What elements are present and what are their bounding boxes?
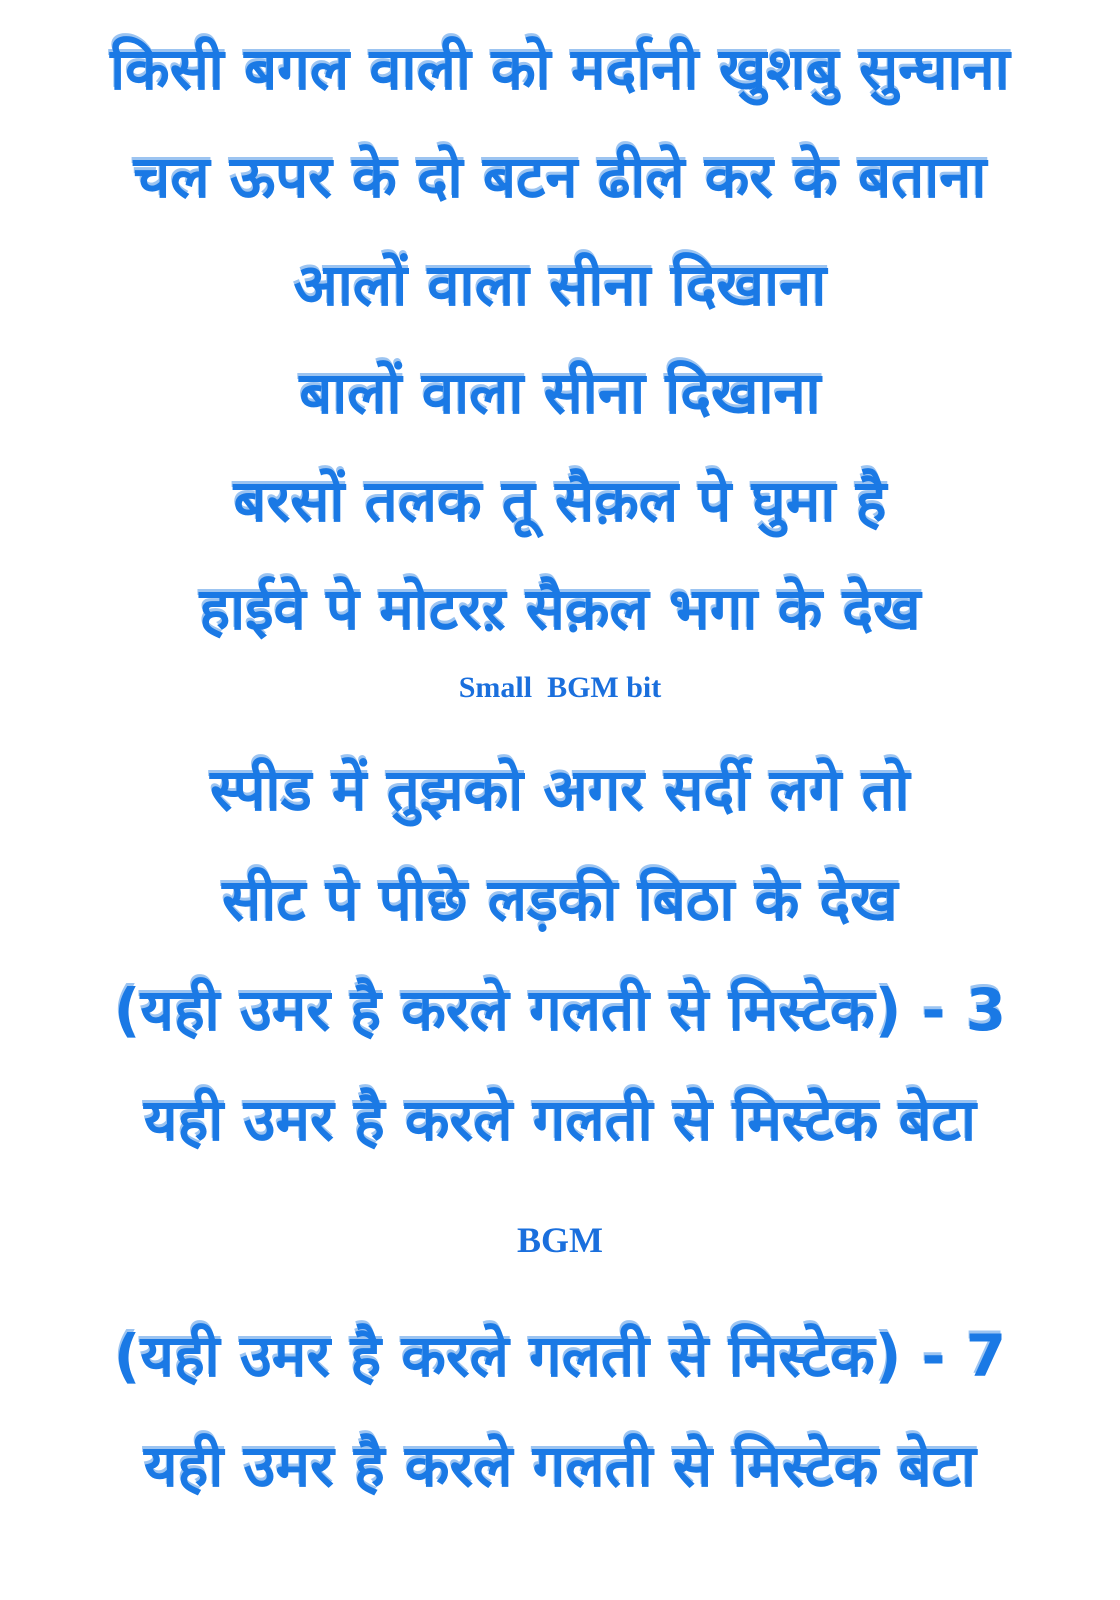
lyric-line-3: आलों वाला सीना दिखाना bbox=[293, 250, 827, 319]
lyric-line-4: बालों वाला सीना दिखाना bbox=[299, 358, 821, 427]
lyric-line-12: यही उमर है करले गलती से मिस्टेक बेटा bbox=[143, 1431, 977, 1500]
section-label-bgm: BGM bbox=[517, 1220, 603, 1260]
lyric-line-11: (यही उमर है करले गलती से मिस्टेक) - 7 bbox=[113, 1321, 1007, 1390]
section-label-small-bgm: Small BGM bit bbox=[458, 671, 662, 704]
lyric-line-9: (यही उमर है करले गलती से मिस्टेक) - 3 bbox=[113, 975, 1007, 1044]
lyric-line-5: बरसों तलक तू सैक़ल पे घुमा है bbox=[233, 466, 887, 535]
lyric-line-7: स्पीड में तुझको अगर सर्दी लगे तो bbox=[210, 755, 910, 824]
lyric-line-6: हाईवे पे मोटरऱ सैक़ल भगा के देख bbox=[199, 574, 921, 643]
lyric-line-10: यही उमर है करले गलती से मिस्टेक बेटा bbox=[143, 1085, 977, 1154]
lyric-line-1: किसी बगल वाली को मर्दानी खुशबु सुन्घाना bbox=[110, 34, 1010, 103]
lyric-line-2: चल ऊपर के दो बटन ढीले कर के बताना bbox=[133, 142, 987, 211]
lyric-line-8: सीट पे पीछे लड़की बिठा के देख bbox=[222, 865, 898, 934]
